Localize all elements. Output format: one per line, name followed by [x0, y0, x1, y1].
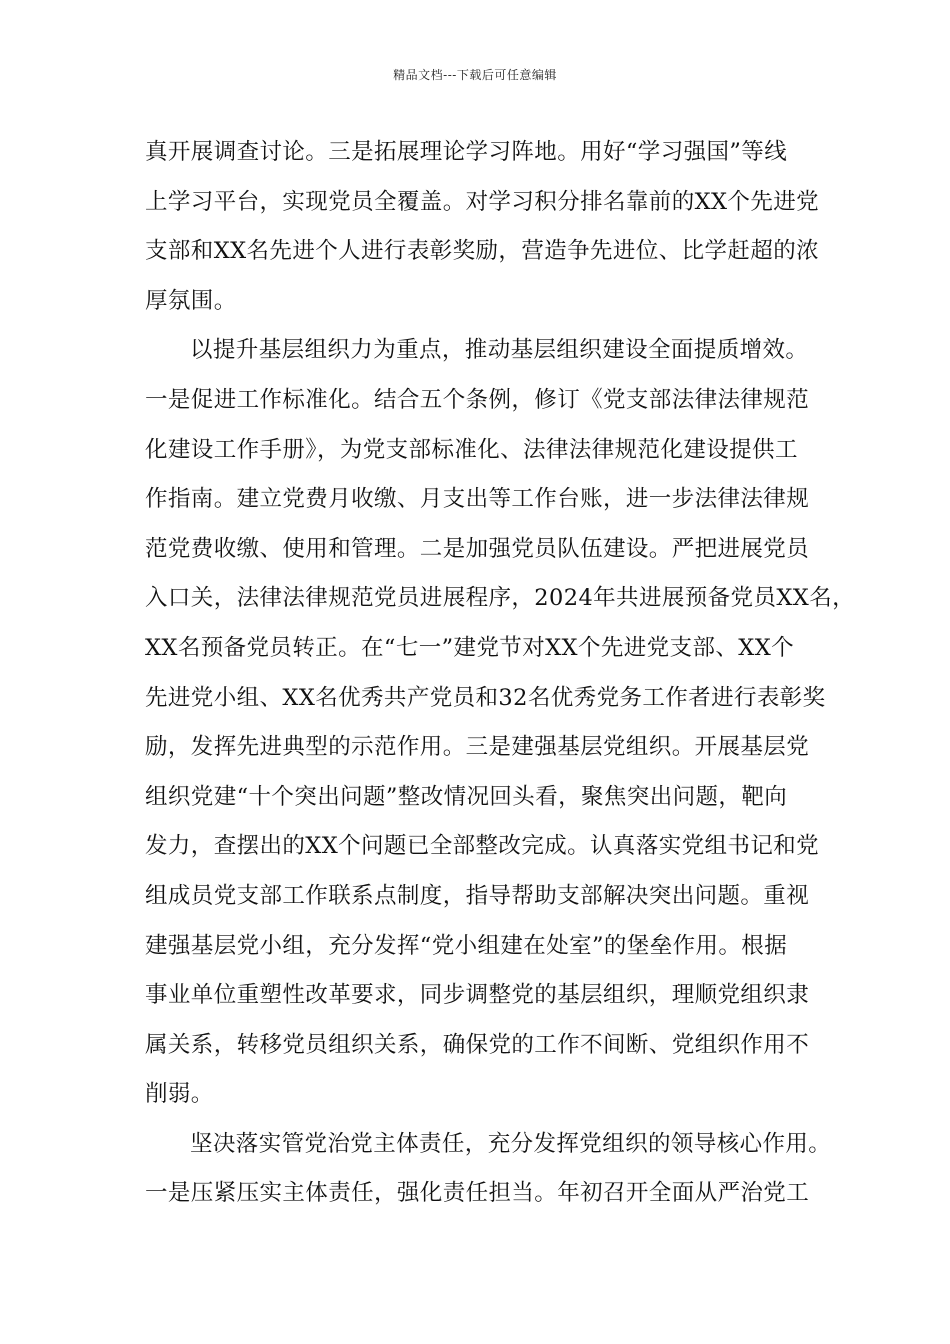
paragraph-3: [145, 1120, 832, 1219]
text-line: 以提升基层组织力为重点，推动基层组织建设全面提质增效。: [190, 337, 809, 364]
text-line: 属关系，转移党员组织关系，确保党的工作不间断、党组织作用不: [145, 1031, 810, 1058]
text-line: XX名预备党员转正。在“七一”建党节对XX个先进党支部、XX个: [145, 634, 795, 661]
page-header: 精品文档---下载后可任意编辑: [393, 68, 557, 82]
text-line: 励，发挥先进典型的示范作用。三是建强基层党组织。开展基层党: [145, 734, 810, 761]
paragraph-1: [145, 128, 825, 326]
text-line: 建强基层党小组，充分发挥“党小组建在处室”的堡垒作用。根据: [145, 932, 788, 959]
text-line: 组成员党支部工作联系点制度，指导帮助支部解决突出问题。重视: [145, 882, 810, 909]
text-line: 一是促进工作标准化。结合五个条例，修订《党支部法律法律规范: [145, 386, 810, 413]
text-line: 先进党小组、XX名优秀共产党员和32名优秀党务工作者进行表彰奖: [145, 684, 826, 711]
text-line: 一是压紧压实主体责任，强化责任担当。年初召开全面从严治党工: [145, 1180, 810, 1207]
text-line: 化建设工作手册》，为党支部标准化、法律法律规范化建设提供工: [145, 436, 798, 463]
document-body: [145, 128, 855, 1219]
text-line: 真开展调查讨论。三是拓展理论学习阵地。用好“学习强国”等线: [145, 139, 788, 165]
text-line: 支部和XX名先进个人进行表彰奖励，营造争先进位、比学赶超的浓: [145, 238, 820, 265]
text-line: 范党费收缴、使用和管理。二是加强党员队伍建设。严把进展党员: [145, 535, 810, 562]
text-line: 发力，查摆出的XX个问题已全部整改完成。认真落实党组书记和党: [145, 833, 820, 860]
text-line: 削弱。: [145, 1081, 214, 1108]
text-line: 事业单位重塑性改革要求，同步调整党的基层组织，理顺党组织隶: [145, 982, 810, 1009]
text-line: 坚决落实管党治党主体责任，充分发挥党组织的领导核心作用。: [190, 1130, 832, 1157]
text-line: 厚氛围。: [145, 287, 237, 314]
text-line: 组织党建“十个突出问题”整改情况回头看，聚焦突出问题，靶向: [145, 783, 788, 810]
text-line: 作指南。建立党费月收缴、月支出等工作台账，进一步法律法律规: [145, 486, 810, 513]
text-line: 入口关，法律法律规范党员进展程序，2024年共进展预备党员XX名，: [145, 585, 855, 612]
paragraph-2: [145, 326, 855, 1120]
text-line: 上学习平台，实现党员全覆盖。对学习积分排名靠前的XX个先进党: [145, 188, 820, 215]
